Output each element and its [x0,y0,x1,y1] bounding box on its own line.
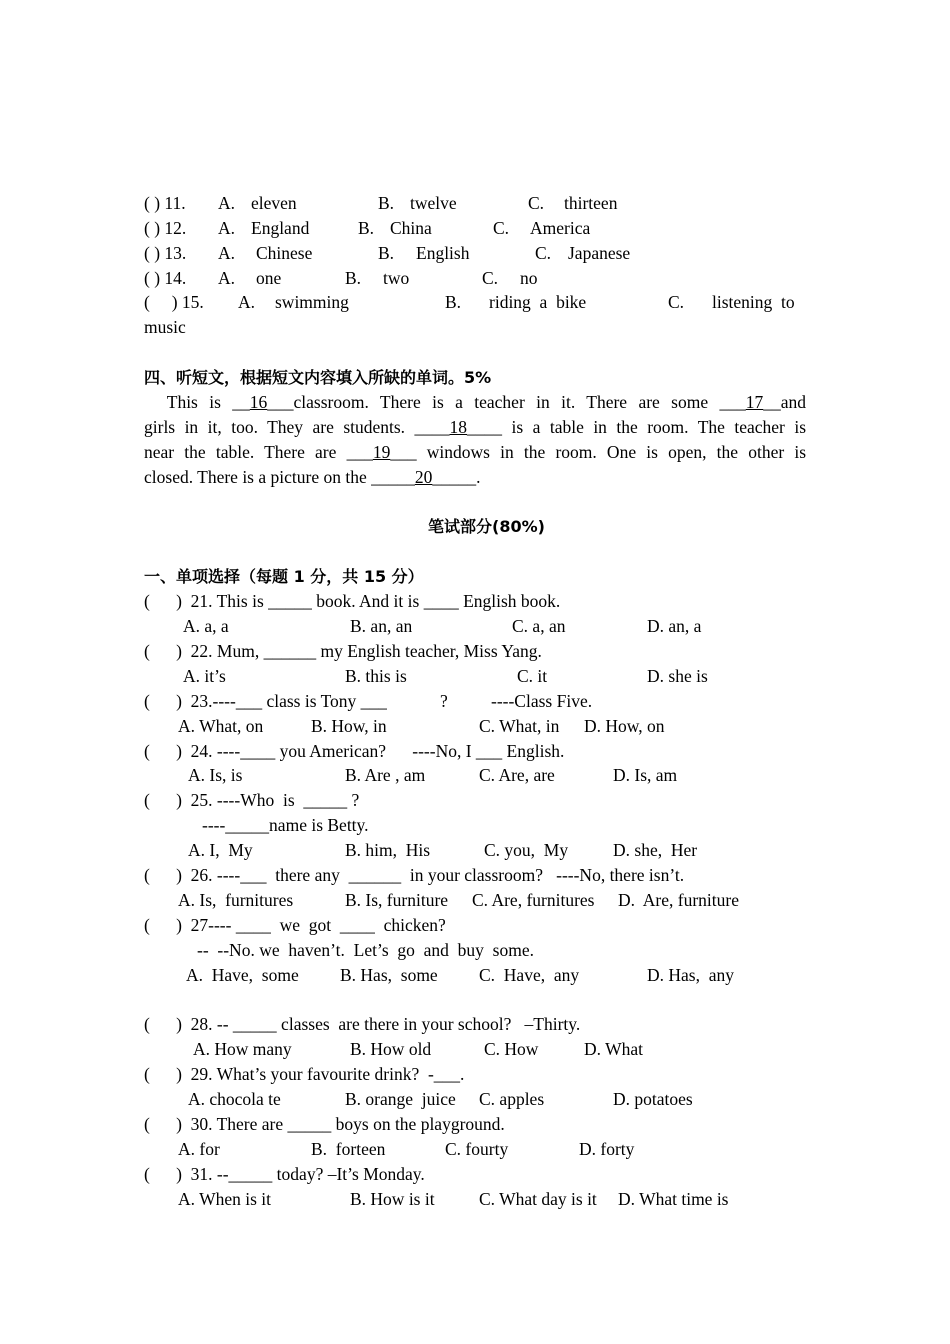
q27-stem-2: -- --No. we haven’t. Let’s go and buy some. [197,940,534,960]
q25-option-c: C. you, My [484,840,569,860]
q12-b-text: China [390,218,432,238]
q30-option-b: B. forteen [311,1139,386,1159]
q27-option-b: B. Has, some [340,965,438,985]
passage-line-1: This is __16___classroom. There is a teacher in it. There are some ___17__and [166,392,807,412]
q28-stem: ( ) 28. -- _____ classes are there in your school? –Thirty. [144,1014,581,1034]
q15-b: B. [445,292,462,312]
written-part-title: 笔试部分(80%) [428,517,545,536]
q13-c-text: Japanese [568,243,631,263]
q31-stem: ( ) 31. --_____ today? –It’s Monday. [144,1164,425,1184]
q15-c: C. [668,292,685,312]
section-4-title: 四、听短文，根据短文内容填入所缺的单词。5% [144,368,492,387]
q27-stem: ( ) 27---- ____ we got ____ chicken? [144,915,446,935]
q31-option-b: B. How is it [350,1189,435,1209]
q14-a: A. [218,268,236,288]
q25-stem: ( ) 25. ----Who is _____ ? [144,790,360,810]
q24-stem: ( ) 24. ----____ you American? ----No, I ___ English. [144,741,565,761]
q13-b: B. [378,243,395,263]
q25-option-a: A. I, My [188,840,253,860]
q11-c-text: thirteen [564,193,618,213]
q13-c: C. [535,243,552,263]
q26-option-a: A. Is, furnitures [178,890,294,910]
q14-a-text: one [256,268,282,288]
q12-a-text: England [251,218,310,238]
q11-c: C. [528,193,545,213]
q21-option-c: C. a, an [512,616,566,636]
q29-stem: ( ) 29. What’s your favourite drink? -___. [144,1064,465,1084]
blank-20: 20 [414,467,433,487]
q30-stem: ( ) 30. There are _____ boys on the playground. [144,1114,505,1134]
blank-18: 18 [449,417,468,437]
q23-option-b: B. How, in [311,716,387,736]
q29-option-b: B. orange juice [345,1089,456,1109]
q30-option-c: C. fourty [445,1139,509,1159]
q23-question-mark: ? [440,691,448,711]
q29-option-c: C. apples [479,1089,545,1109]
q12-c-text: America [530,218,591,238]
q30-option-d: D. forty [579,1139,635,1159]
blank-19: 19 [372,442,391,462]
q24-option-b: B. Are , am [345,765,426,785]
section-1-title: 一、单项选择（每题 1 分，共 15 分） [144,567,424,586]
q14-c: C. [482,268,499,288]
q27-option-d: D. Has, any [647,965,734,985]
q11-b: B. [378,193,395,213]
q14-b: B. [345,268,362,288]
q13-a: A. [218,243,236,263]
q13-b-text: English [416,243,470,263]
q23-option-d: D. How, on [584,716,665,736]
q14-c-text: no [520,268,538,288]
q29-option-d: D. potatoes [613,1089,693,1109]
q22-option-b: B. this is [345,666,407,686]
q14-b-text: two [383,268,410,288]
q12-prefix: ( ) 12. [144,218,187,238]
q23-option-c: C. What, in [479,716,560,736]
q24-option-d: D. Is, am [613,765,678,785]
q31-option-d: D. What time is [618,1189,729,1209]
q14-prefix: ( ) 14. [144,268,187,288]
q11-a: A. [218,193,236,213]
q21-option-a: A. a, a [183,616,229,636]
q23-stem: ( ) 23.----___ class is Tony ___ [144,691,387,711]
q22-stem: ( ) 22. Mum, ______ my English teacher, Miss Yang. [144,641,542,661]
q28-option-d: D. What [584,1039,643,1059]
q15-continuation: music [144,317,186,337]
q13-prefix: ( ) 13. [144,243,187,263]
q22-option-c: C. it [517,666,548,686]
q27-option-c: C. Have, any [479,965,580,985]
blank-17: 17 [745,392,764,412]
q15-a: A. [238,292,256,312]
q28-option-b: B. How old [350,1039,432,1059]
q23-answer: ----Class Five. [491,691,593,711]
q25-stem-2: ----_____name is Betty. [202,815,369,835]
passage-line-4: closed. There is a picture on the _____20_____. [144,467,481,487]
q28-option-a: A. How many [193,1039,292,1059]
q25-option-b: B. him, His [345,840,431,860]
passage-line-2: girls in it, too. They are students. ____18____ is a table in the room. The teacher is [144,417,806,437]
q15-c-text: listening to [712,292,795,312]
q11-prefix: ( ) 11. [144,193,186,213]
q21-option-b: B. an, an [350,616,413,636]
q26-option-d: D. Are, furniture [618,890,740,910]
q28-option-c: C. How [484,1039,539,1059]
q30-option-a: A. for [178,1139,220,1159]
q26-option-b: B. Is, furniture [345,890,449,910]
passage-line-3: near the table. There are ___19___ windows in the room. One is open, the other is [144,442,806,462]
q12-a: A. [218,218,236,238]
q15-a-text: swimming [275,292,349,312]
q11-a-text: eleven [251,193,297,213]
blank-16: 16 [249,392,268,412]
q11-b-text: twelve [410,193,457,213]
q24-option-a: A. Is, is [188,765,243,785]
q24-option-c: C. Are, are [479,765,555,785]
q23-option-a: A. What, on [178,716,264,736]
q21-option-d: D. an, a [647,616,702,636]
q26-stem: ( ) 26. ----___ there any ______ in your classroom? ----No, there isn’t. [144,865,685,885]
q22-option-a: A. it’s [183,666,226,686]
q31-option-a: A. When is it [178,1189,272,1209]
q12-c: C. [493,218,510,238]
q12-b: B. [358,218,375,238]
q13-a-text: Chinese [256,243,313,263]
q25-option-d: D. she, Her [613,840,698,860]
q15-b-text: riding a bike [489,292,587,312]
q29-option-a: A. chocola te [188,1089,281,1109]
q27-option-a: A. Have, some [186,965,299,985]
q21-stem: ( ) 21. This is _____ book. And it is ____ English book. [144,591,561,611]
q26-option-c: C. Are, furnitures [472,890,595,910]
q22-option-d: D. she is [647,666,708,686]
q15-prefix: ( ) 15. [144,292,204,312]
q31-option-c: C. What day is it [479,1189,597,1209]
